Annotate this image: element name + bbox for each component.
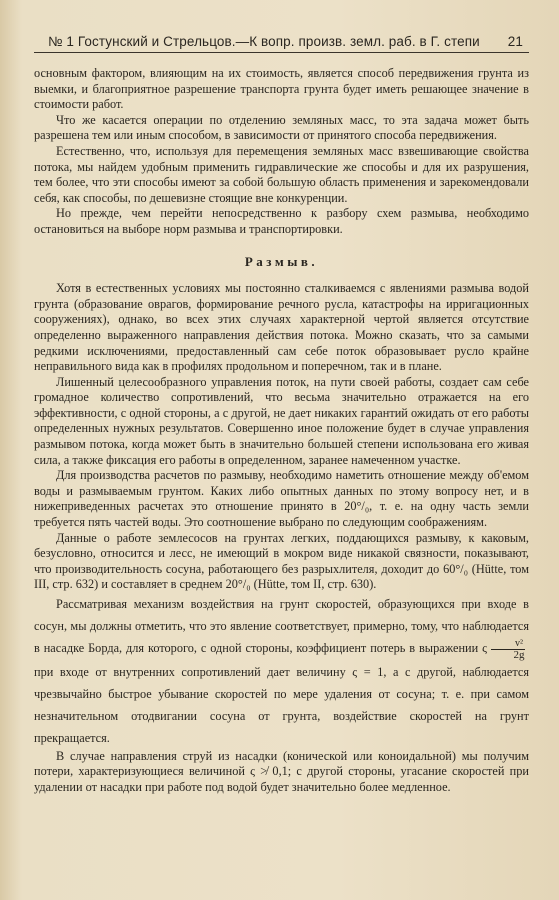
paragraph: Лишенный целесообразного управления поток, на пути своей работы, создает сам себе громадное количество сопротивлений, что весьма значительно отражается на его эффективности, с одной стороны, а с другой, не дает никаких гарантий ожидать от его работы определенных нужных результатов. Совершенно иное положение будет в случае управления размывом потока, когда может быть в значительно большей степени использована его живая сила, а также фиксация его работы в определенном, заранее намеченном участке.: [34, 374, 529, 467]
formula-text-before: Рассматривая механизм воздействия на грунт скоростей, образующихся при входе в сосун, мы должны отметить, что это явление соответствует, примерно, тому, что наблюдается в насадке Борда, для которого, с одной стороны, коэффициент потерь в выражении ς: [34, 597, 529, 655]
running-header: [34, 34, 529, 53]
body-text: [34, 66, 529, 795]
formula-text-after: при входе от внутренних сопротивлений дает величину ς = 1, а с другой, наблюдается чрезвычайно быстрое убывание скоростей по мере удаления от сосуна; т. е. при самом незначительном отодвигании сосуна от грунта, воздействие скоростей на грунт прекращается.: [34, 664, 529, 745]
paragraph: Естественно, что, используя для перемещения земляных масс взвешивающие свойства потока, мы найдем удобным применить гидравлические же способы и для их разрушения, тем более, что эти способы имеют за собой большую область применения и зарекомендовали себя, как способы, по дешевизне стоящие вне конкуренции.: [34, 143, 529, 205]
paragraph: Но прежде, чем перейти непосредственно к разбору схем размыва, необходимо остановиться на выборе норм размыва и транспортировки.: [34, 206, 529, 236]
paragraph: В случае направления струй из насадки (конической или коноидальной) мы получим потери, характеризующиеся величиной ς ≯ 0,1; с другой стороны, угасание скоростей при удалении от насадки при работе под водой будет значительно более медленное.: [34, 748, 529, 794]
paragraph: Что же касается операции по отделению земляных масс, то эта задача может быть разрешена тем или иным способом, в зависимости от принятого способа передвижения.: [34, 112, 529, 143]
paragraph: Для производства расчетов по размыву, необходимо наметить отношение между об'емом воды и размываемым грунтом. Каких либо опытных данных по этому вопросу нет, и в нижеприведенных расчетах это отношение принято в 20°/₀, т. е. на одну часть земли требуется пять частей воды. Это соотношение выбрано по следующим соображениям.: [34, 468, 529, 530]
formula-denominator: 2g: [513, 648, 525, 661]
formula-numerator: v²: [491, 638, 525, 650]
formula-fraction: [491, 638, 525, 661]
paragraph: основным фактором, влияющим на их стоимость, является способ передвижения грунта из выемки, и благоприятное разрешение транспорта грунта будет иметь решающее значение в стоимости работ.: [34, 66, 529, 112]
paragraph: Хотя в естественных условиях мы постоянно сталкиваемся с явлениями размыва водой грунта (образование оврагов, формирование речного русла, катастрофы на ирригационных сооружениях), однако, во всех этих случаях характерной чертой является отсутствие определенно выраженного направления действия потока. Можно сказать, что за самыми редкими исключениями, предоставленный сам себе поток образовывает русло крайне неправильного вида как в профилях продольном и поперечном, так и в плане.: [34, 281, 529, 374]
section-title: Размыв.: [244, 253, 319, 269]
page-number: 21: [507, 34, 523, 49]
paragraph: Данные о работе землесосов на грунтах легких, поддающихся размыву, к каковым, безусловно, относится и лесс, не имеющий в мокром виде никакой связности, показывают, что производительность сосуна, работающего без разрыхлителя, доходит до 60°/₀ (Hütte, том III, стр. 632) и составляет в среднем 20°/₀ (Hütte, том II, стр. 630).: [34, 530, 529, 592]
paragraph-with-formula: [34, 593, 529, 749]
header-title: № 1 Гостунский и Стрельцов.—К вопр. произв. земл. раб. в Г. степи: [48, 34, 480, 49]
